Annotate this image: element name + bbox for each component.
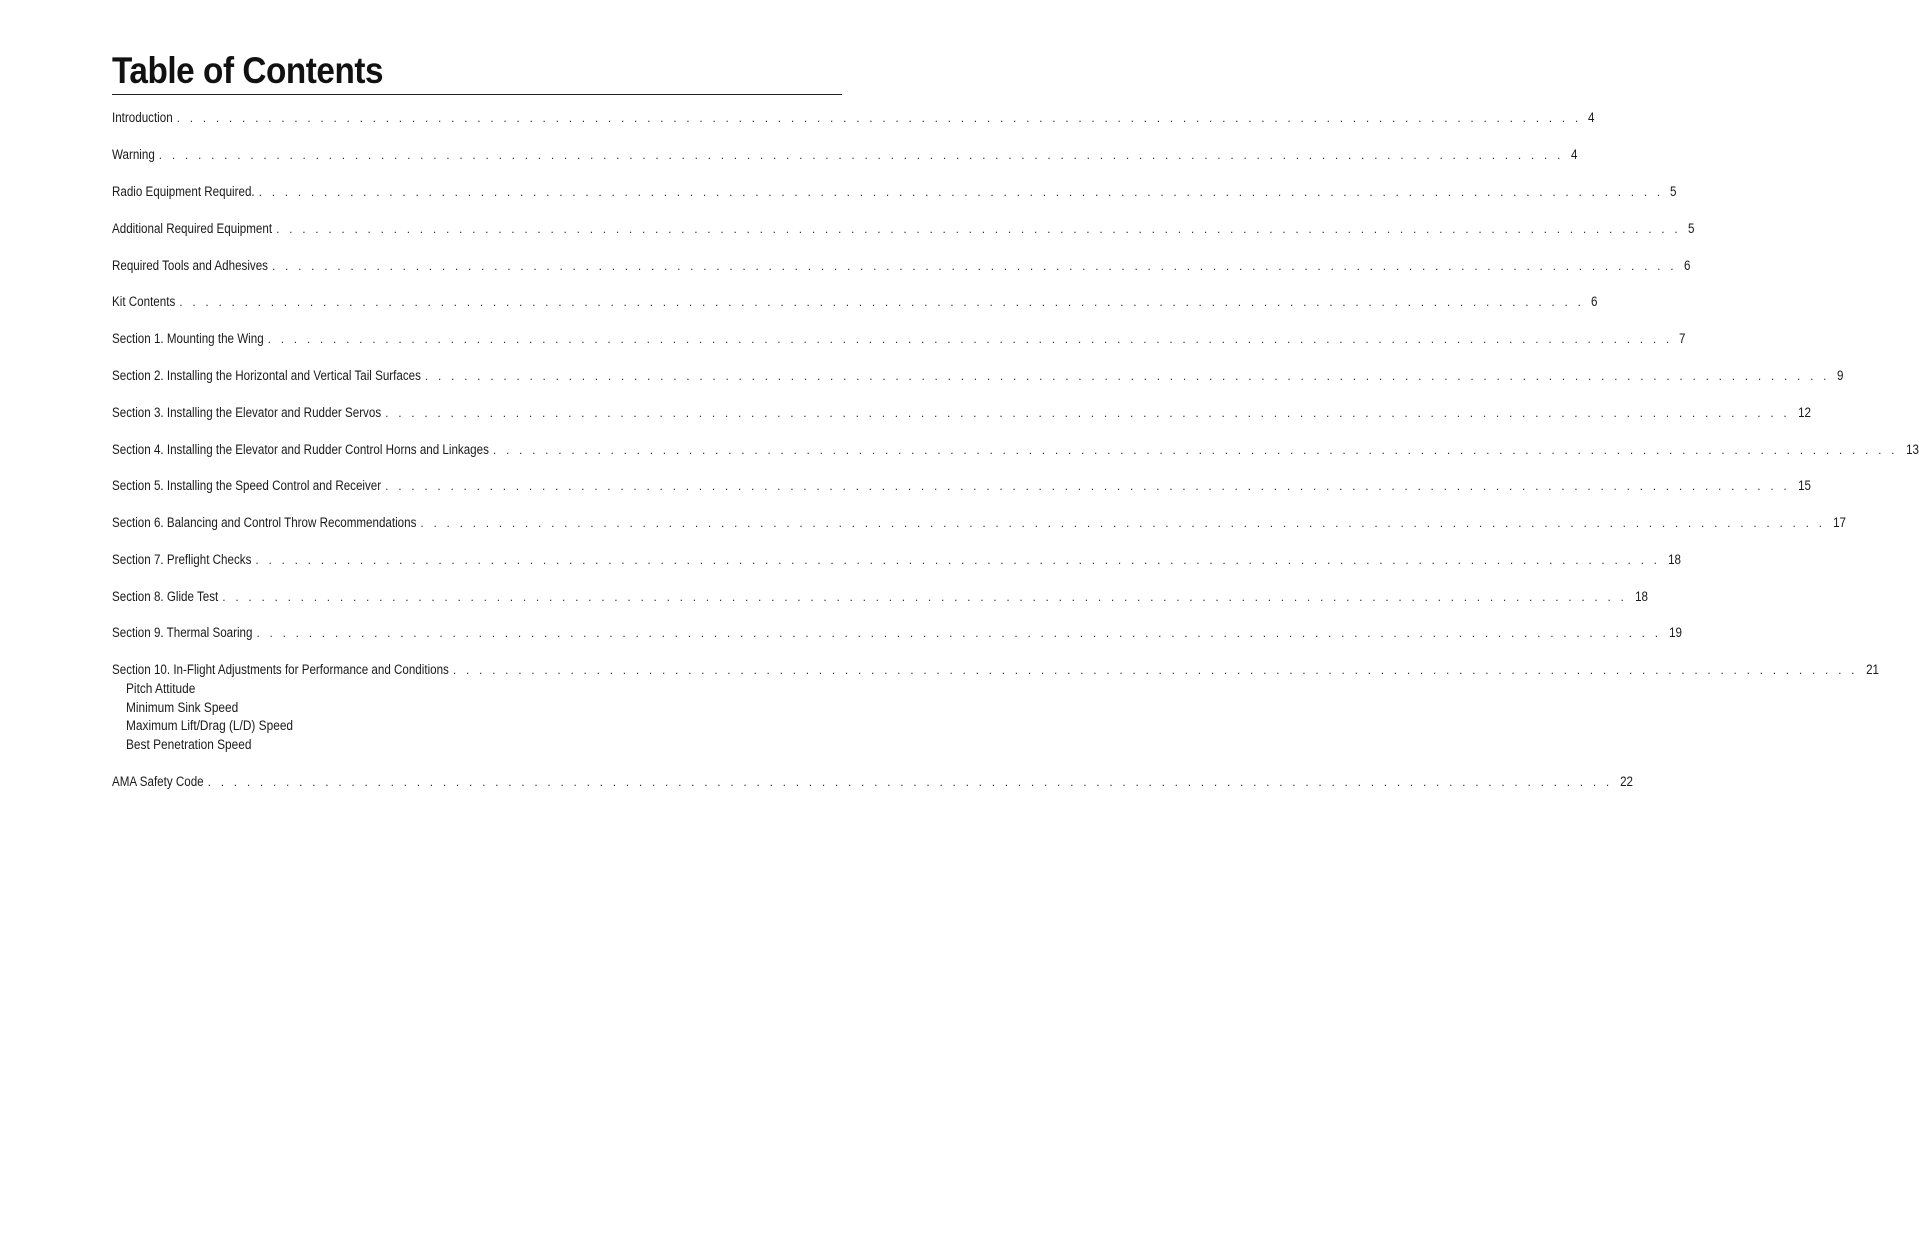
toc-entry[interactable]: [112, 624, 1683, 642]
toc-entry[interactable]: [112, 257, 1691, 275]
toc-entry[interactable]: [112, 661, 1879, 679]
dot-leader: . . . . . . . . . . . . . . . . . . . . . . . . . . . . . . . . . . . . . . . . . . . . . . . . . . . . . . . . . . . . . . . . . . . . . . . . . . . . . . . . . . . . . . . . . . . . . . . . . . . . . . . . . . . .: [267, 332, 1673, 346]
title-divider: [112, 94, 842, 95]
toc-entry[interactable]: [112, 404, 1811, 422]
dot-leader: . . . . . . . . . . . . . . . . . . . . . . . . . . . . . . . . . . . . . . . . . . . . . . . . . . . . . . . . . . . . . . . . . . . . . . . . . . . . . . . . . . . . . . . . . . . . . . . . . . . . . . . . . . . .: [271, 259, 1677, 273]
toc-entry-label: Additional Required Equipment: [112, 221, 273, 236]
toc-entry-label: Required Tools and Adhesives: [112, 258, 268, 273]
toc-entry[interactable]: [112, 293, 1598, 311]
dot-leader: . . . . . . . . . . . . . . . . . . . . . . . . . . . . . . . . . . . . . . . . . . . . . . . . . . . . . . . . . . . . . . . . . . . . . . . . . . . . . . . . . . . . . . . . . . . . . . . . . . . . . . . . . . . .: [385, 406, 1790, 420]
toc-entry-label: Section 5. Installing the Speed Control and Receiver: [112, 478, 382, 493]
dot-leader: . . . . . . . . . . . . . . . . . . . . . . . . . . . . . . . . . . . . . . . . . . . . . . . . . . . . . . . . . . . . . . . . . . . . . . . . . . . . . . . . . . . . . . . . . . . . . . . . . . . . . . . . . . . .: [158, 148, 1564, 162]
toc-subitem[interactable]: Pitch Attitude: [126, 681, 196, 696]
toc-entry-page: 4: [1570, 147, 1578, 162]
toc-entry-label: Section 8. Glide Test: [112, 589, 219, 604]
dot-leader: . . . . . . . . . . . . . . . . . . . . . . . . . . . . . . . . . . . . . . . . . . . . . . . . . . . . . . . . . . . . . . . . . . . . . . . . . . . . . . . . . . . . . . . . . . . . . . . . . . . . . . . . . . . .: [207, 775, 1613, 789]
toc-entry-page: 22: [1620, 774, 1634, 789]
toc-entry-page: 18: [1635, 589, 1649, 604]
dot-leader: . . . . . . . . . . . . . . . . . . . . . . . . . . . . . . . . . . . . . . . . . . . . . . . . . . . . . . . . . . . . . . . . . . . . . . . . . . . . . . . . . . . . . . . . . . . . . . . . . . . . . . . . . . . .: [424, 369, 1830, 383]
toc-entry-page: 6: [1683, 258, 1691, 273]
toc-entry[interactable]: [112, 109, 1595, 127]
toc-entry-page: 18: [1668, 552, 1682, 567]
toc-entry-page: 6: [1591, 294, 1598, 309]
toc-entry-label: Section 10. In-Flight Adjustments for Performance and Conditions: [112, 662, 449, 677]
toc-entry-label: Section 7. Preflight Checks: [112, 552, 252, 567]
toc-entry-label: Section 2. Installing the Horizontal and Vertical Tail Surfaces: [112, 368, 421, 383]
toc-entry-label: Section 3. Installing the Elevator and Rudder Servos: [112, 405, 382, 420]
dot-leader: . . . . . . . . . . . . . . . . . . . . . . . . . . . . . . . . . . . . . . . . . . . . . . . . . . . . . . . . . . . . . . . . . . . . . . . . . . . . . . . . . . . . . . . . . . . . . . . . . . . . . . . . . . . .: [258, 185, 1664, 199]
toc-entry-label: AMA Safety Code: [112, 774, 204, 789]
toc-subitem[interactable]: Best Penetration Speed: [126, 737, 252, 753]
dot-leader: . . . . . . . . . . . . . . . . . . . . . . . . . . . . . . . . . . . . . . . . . . . . . . . . . . . . . . . . . . . . . . . . . . . . . . . . . . . . . . . . . . . . . . . . . . . . . . . . . . . . . . . . . . . .: [276, 222, 1681, 236]
toc-entry-page: 15: [1798, 478, 1811, 493]
dot-leader: . . . . . . . . . . . . . . . . . . . . . . . . . . . . . . . . . . . . . . . . . . . . . . . . . . . . . . . . . . . . . . . . . . . . . . . . . . . . . . . . . . . . . . . . . . . . . . . . . . . . . . . . . . . .: [179, 295, 1585, 309]
toc-entry-page: 4: [1588, 110, 1595, 125]
dot-leader: . . . . . . . . . . . . . . . . . . . . . . . . . . . . . . . . . . . . . . . . . . . . . . . . . . . . . . . . . . . . . . . . . . . . . . . . . . . . . . . . . . . . . . . . . . . . . . . . . . . . . . . . . . . .: [222, 590, 1628, 604]
dot-leader: . . . . . . . . . . . . . . . . . . . . . . . . . . . . . . . . . . . . . . . . . . . . . . . . . . . . . . . . . . . . . . . . . . . . . . . . . . . . . . . . . . . . . . . . . . . . . . . . . . . . . . . . . . . .: [492, 443, 1898, 457]
toc-entry[interactable]: [112, 146, 1578, 164]
section10-subitems: [126, 680, 316, 755]
toc-entry[interactable]: [112, 367, 1844, 385]
toc-entry-label: Section 1. Mounting the Wing: [112, 331, 264, 346]
page-title: Table of Contents: [112, 50, 384, 91]
toc-entry[interactable]: [112, 330, 1686, 348]
toc-entry-page: 19: [1669, 625, 1683, 640]
toc-entry-label: Warning: [112, 147, 155, 162]
toc-entry[interactable]: [112, 551, 1682, 569]
toc-entry[interactable]: [112, 588, 1649, 606]
toc-entry[interactable]: [112, 773, 1634, 791]
toc-entry-page: 7: [1679, 331, 1686, 346]
toc-subitem[interactable]: Maximum Lift/Drag (L/D) Speed: [126, 718, 294, 734]
toc-entry-page: 13: [1905, 442, 1919, 457]
toc-entry-page: 21: [1865, 662, 1879, 677]
toc-entry-label: Section 4. Installing the Elevator and Rudder Control Horns and Linkages: [112, 442, 489, 457]
toc-entry[interactable]: [112, 441, 1919, 459]
toc-entry-page: 9: [1836, 368, 1844, 383]
toc-entry-page: 5: [1687, 221, 1695, 236]
toc-entry-label: Introduction: [112, 110, 173, 125]
dot-leader: . . . . . . . . . . . . . . . . . . . . . . . . . . . . . . . . . . . . . . . . . . . . . . . . . . . . . . . . . . . . . . . . . . . . . . . . . . . . . . . . . . . . . . . . . . . . . . . . . . . . . . . . . . . .: [256, 626, 1662, 640]
toc-entry[interactable]: [112, 183, 1677, 201]
toc-entry[interactable]: [112, 477, 1811, 495]
toc-entry[interactable]: [112, 220, 1695, 238]
dot-leader: . . . . . . . . . . . . . . . . . . . . . . . . . . . . . . . . . . . . . . . . . . . . . . . . . . . . . . . . . . . . . . . . . . . . . . . . . . . . . . . . . . . . . . . . . . . . . . . . . . . . . . . . . . . .: [385, 479, 1790, 493]
dot-leader: . . . . . . . . . . . . . . . . . . . . . . . . . . . . . . . . . . . . . . . . . . . . . . . . . . . . . . . . . . . . . . . . . . . . . . . . . . . . . . . . . . . . . . . . . . . . . . . . . . . . . . . . . . . .: [420, 516, 1826, 530]
toc-entry[interactable]: [112, 514, 1847, 532]
toc-entry-page: 17: [1833, 515, 1847, 530]
toc-entry-label: Kit Contents: [112, 294, 176, 309]
toc-entry-label: Radio Equipment Required.: [112, 184, 255, 199]
toc-entry-page: 5: [1670, 184, 1677, 199]
dot-leader: . . . . . . . . . . . . . . . . . . . . . . . . . . . . . . . . . . . . . . . . . . . . . . . . . . . . . . . . . . . . . . . . . . . . . . . . . . . . . . . . . . . . . . . . . . . . . . . . . . . . . . . . . . . .: [255, 553, 1661, 567]
toc-entry-label: Section 9. Thermal Soaring: [112, 625, 253, 640]
toc-subitem[interactable]: Minimum Sink Speed: [126, 699, 239, 715]
toc-entry-label: Section 6. Balancing and Control Throw Recommendations: [112, 515, 417, 530]
dot-leader: . . . . . . . . . . . . . . . . . . . . . . . . . . . . . . . . . . . . . . . . . . . . . . . . . . . . . . . . . . . . . . . . . . . . . . . . . . . . . . . . . . . . . . . . . . . . . . . . . . . . . . . . . . . .: [452, 663, 1858, 677]
toc-entry-page: 12: [1798, 405, 1811, 420]
dot-leader: . . . . . . . . . . . . . . . . . . . . . . . . . . . . . . . . . . . . . . . . . . . . . . . . . . . . . . . . . . . . . . . . . . . . . . . . . . . . . . . . . . . . . . . . . . . . . . . . . . . . . . . . . . . .: [176, 111, 1582, 125]
